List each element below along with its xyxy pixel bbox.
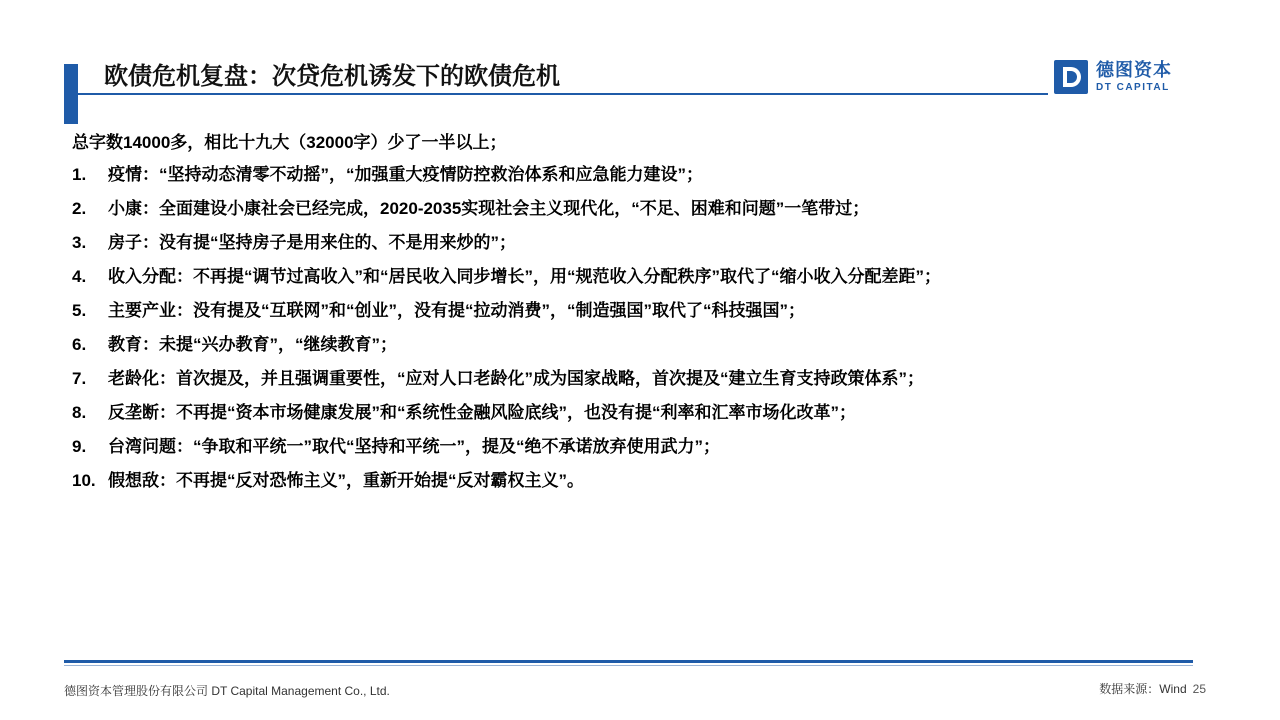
list-item-number: 10. bbox=[72, 471, 96, 490]
list-item-number: 4. bbox=[72, 267, 87, 286]
main-content bbox=[72, 128, 1212, 498]
page-number: 25 bbox=[1192, 682, 1206, 696]
list-item-text: 主要产业：没有提及“互联网”和“创业”，没有提“拉动消费”，“制造强国”取代了“科技强国”； bbox=[108, 301, 805, 320]
list-item-number: 9. bbox=[72, 437, 87, 456]
list-item bbox=[72, 192, 1212, 226]
page-title: 欧债危机复盘：次贷危机诱发下的欧债危机 bbox=[104, 63, 560, 90]
list-item-text: 疫情：“坚持动态清零不动摇”，“加强重大疫情防控救治体系和应急能力建设”； bbox=[108, 165, 703, 184]
footer-company: 德图资本管理股份有限公司 DT Capital Management Co., Ltd. bbox=[64, 684, 390, 698]
list-item-number: 7. bbox=[72, 369, 87, 388]
list-item bbox=[72, 464, 1212, 498]
footer-divider bbox=[64, 660, 1193, 663]
intro-text: 总字数14000多，相比十九大（32000字）少了一半以上； bbox=[72, 133, 507, 152]
list-item bbox=[72, 362, 1212, 396]
list-item bbox=[72, 294, 1212, 328]
list-item-number: 8. bbox=[72, 403, 87, 422]
list-item-text: 小康：全面建设小康社会已经完成，2020-2035实现社会主义现代化，“不足、困难和问题”一笔带过； bbox=[108, 199, 870, 218]
list-item bbox=[72, 396, 1212, 430]
list-item-text: 老龄化：首次提及，并且强调重要性，“应对人口老龄化”成为国家战略，首次提及“建立生育支持政策体系”； bbox=[108, 369, 924, 388]
list-item-number: 5. bbox=[72, 301, 87, 320]
list-item-number: 6. bbox=[72, 335, 87, 354]
list-item-text: 房子：没有提“坚持房子是用来住的、不是用来炒的”； bbox=[108, 233, 516, 252]
list-item bbox=[72, 226, 1212, 260]
title-divider bbox=[78, 93, 1048, 95]
list-item-number: 3. bbox=[72, 233, 87, 252]
logo-text-cn: 德图资本 bbox=[1096, 60, 1172, 80]
footer-source bbox=[1099, 680, 1206, 697]
list-item-text: 反垄断：不再提“资本市场健康发展”和“系统性金融风险底线”，也没有提“利率和汇率市场化改革”； bbox=[108, 403, 856, 422]
list-item bbox=[72, 260, 1212, 294]
title-accent-bar bbox=[64, 64, 78, 124]
data-source-text: 数据来源：Wind bbox=[1099, 682, 1187, 696]
list-item-text: 假想敌：不再提“反对恐怖主义”，重新开始提“反对霸权主义”。 bbox=[108, 471, 584, 490]
footer-divider-thin bbox=[64, 665, 1193, 666]
list-item-text: 教育：未提“兴办教育”，“继续教育”； bbox=[108, 335, 397, 354]
list-item-text: 收入分配：不再提“调节过高收入”和“居民收入同步增长”，用“规范收入分配秩序”取代了“缩小收入分配差距”； bbox=[108, 267, 941, 286]
list-item bbox=[72, 430, 1212, 464]
list-item bbox=[72, 158, 1212, 192]
company-logo bbox=[1054, 60, 1184, 96]
list-item-number: 1. bbox=[72, 165, 87, 184]
dt-logo-icon bbox=[1054, 60, 1088, 94]
list-item bbox=[72, 328, 1212, 362]
list-item-number: 2. bbox=[72, 199, 87, 218]
logo-text-en: DT CAPITAL bbox=[1096, 82, 1170, 93]
list-item-text: 台湾问题：“争取和平统一”取代“坚持和平统一”，提及“绝不承诺放弃使用武力”； bbox=[108, 437, 720, 456]
